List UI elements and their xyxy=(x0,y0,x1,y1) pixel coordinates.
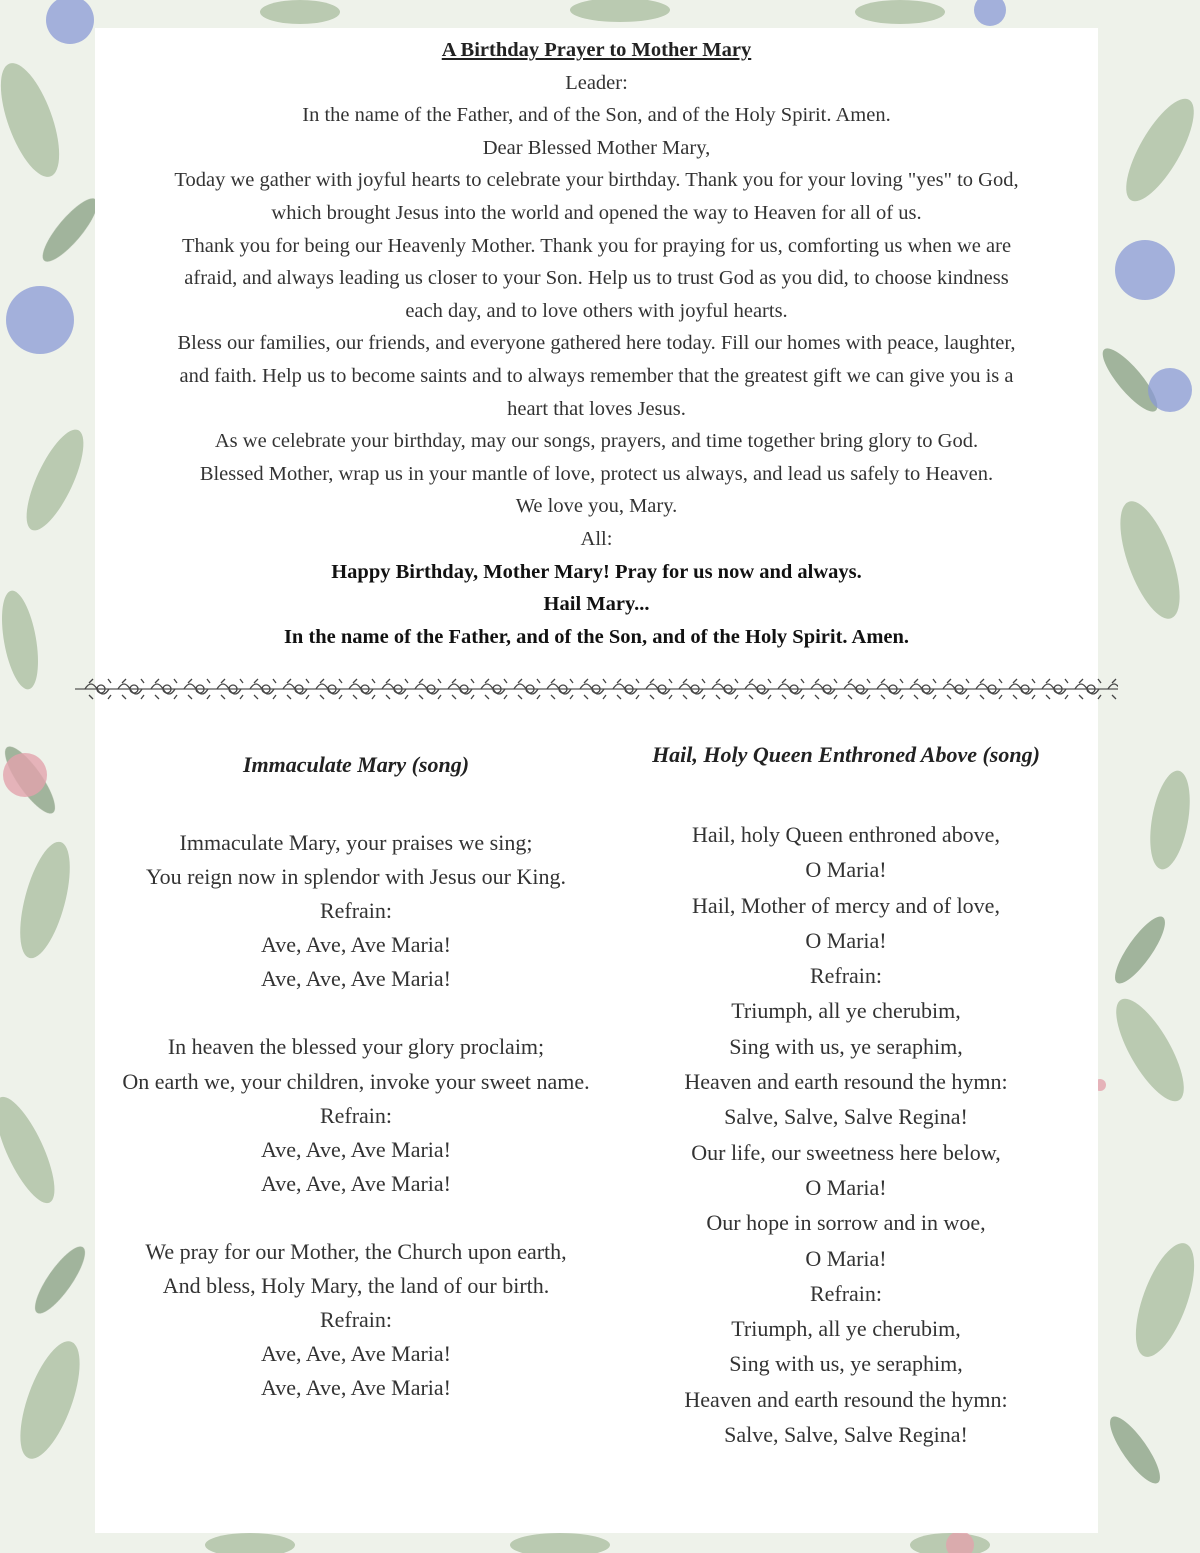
birthday-prayer xyxy=(95,34,1098,653)
closing-line: In the name of the Father, and of the Son, and of the Holy Spirit. Amen. xyxy=(283,625,910,648)
prayer-line: Today we gather with joyful hearts to celebrate your birthday. Thank you for your loving "yes" to God, xyxy=(174,169,1019,192)
lyric-line: And bless, Holy Mary, the land of our birth. xyxy=(162,1273,550,1299)
lyric-line: O Maria! xyxy=(805,857,887,883)
song-hail-holy-queen xyxy=(600,738,1092,1452)
verse-gap xyxy=(95,996,617,1030)
song-lyrics xyxy=(95,826,617,1405)
lyric-line: Salve, Salve, Salve Regina! xyxy=(724,1422,968,1448)
verse-gap xyxy=(95,1201,617,1235)
lyric-line: Ave, Ave, Ave Maria! xyxy=(261,1341,451,1367)
lyric-line: In heaven the blessed your glory proclaim; xyxy=(167,1034,545,1060)
lyric-line: Hail, Mother of mercy and of love, xyxy=(692,892,1000,918)
lyric-line: Refrain: xyxy=(319,1307,393,1333)
lyric-line: Triumph, all ye cherubim, xyxy=(731,998,961,1024)
lyric-line: Ave, Ave, Ave Maria! xyxy=(261,1375,451,1401)
lyric-line: O Maria! xyxy=(805,927,887,953)
prayer-line: Bless our families, our friends, and everyone gathered here today. Fill our homes with peace, laughter, xyxy=(177,332,1016,355)
salutation: Dear Blessed Mother Mary, xyxy=(482,136,711,159)
prayer-line: Thank you for being our Heavenly Mother. Thank you for praying for us, comforting us when we are xyxy=(181,234,1012,257)
leader-label: Leader: xyxy=(565,71,628,94)
lyric-line: Refrain: xyxy=(809,963,883,989)
lyric-line: Heaven and earth resound the hymn: xyxy=(684,1069,1008,1095)
lyric-line: Triumph, all ye cherubim, xyxy=(731,1316,961,1342)
lyric-line: Immaculate Mary, your praises we sing; xyxy=(179,830,533,855)
lyric-line: Ave, Ave, Ave Maria! xyxy=(261,1170,451,1196)
lyric-line: Refrain: xyxy=(319,898,393,924)
lyric-line: On earth we, your children, invoke your sweet name. xyxy=(122,1068,590,1094)
ornamental-divider xyxy=(75,675,1118,703)
prayer-title: A Birthday Prayer to Mother Mary xyxy=(441,39,752,61)
song-immaculate-mary xyxy=(95,748,617,1405)
content-page xyxy=(95,28,1098,1533)
prayer-line: which brought Jesus into the world and opened the way to Heaven for all of us. xyxy=(271,201,922,224)
prayer-line: Blessed Mother, wrap us in your mantle of love, protect us always, and lead us safely to Heaven. xyxy=(199,462,994,485)
hail-mary-line: Hail Mary... xyxy=(543,593,650,616)
prayer-line: each day, and to love others with joyful hearts. xyxy=(405,299,788,322)
prayer-line: and faith. Help us to become saints and to always remember that the greatest gift we can give you is a xyxy=(179,364,1014,387)
song-title: Immaculate Mary (song) xyxy=(242,752,470,777)
prayer-line: afraid, and always leading us closer to your Son. Help us to trust God as you did, to choose kindness xyxy=(184,267,1009,290)
lyric-line: Our hope in sorrow and in woe, xyxy=(706,1210,986,1236)
all-label: All: xyxy=(580,527,613,550)
lyric-line: Refrain: xyxy=(809,1280,883,1306)
lyric-line: O Maria! xyxy=(805,1174,887,1200)
lyric-line: We pray for our Mother, the Church upon earth, xyxy=(145,1238,567,1264)
lyric-line: Ave, Ave, Ave Maria! xyxy=(261,1136,451,1162)
lyric-line: Heaven and earth resound the hymn: xyxy=(684,1386,1008,1412)
lyric-line: Sing with us, ye seraphim, xyxy=(729,1351,963,1377)
lyric-line: Ave, Ave, Ave Maria! xyxy=(261,932,451,958)
prayer-line: As we celebrate your birthday, may our songs, prayers, and time together bring glory to God. xyxy=(214,430,979,453)
lyric-line: Our life, our sweetness here below, xyxy=(691,1139,1001,1165)
lyric-line: Refrain: xyxy=(319,1102,393,1128)
lyric-line: O Maria! xyxy=(805,1245,887,1271)
prayer-line: We love you, Mary. xyxy=(515,495,678,518)
lyric-line: You reign now in splendor with Jesus our King. xyxy=(145,864,567,890)
lyric-line: Salve, Salve, Salve Regina! xyxy=(724,1104,968,1130)
opening-line: In the name of the Father, and of the Son, and of the Holy Spirit. Amen. xyxy=(302,104,891,127)
song-title: Hail, Holy Queen Enthroned Above (song) xyxy=(652,742,1040,767)
response-line: Happy Birthday, Mother Mary! Pray for us now and always. xyxy=(331,560,862,583)
lyric-line: Ave, Ave, Ave Maria! xyxy=(261,966,451,992)
lyric-line: Hail, holy Queen enthroned above, xyxy=(692,822,1000,847)
lyric-line: Sing with us, ye seraphim, xyxy=(729,1033,963,1059)
song-lyrics xyxy=(600,817,1092,1452)
prayer-line: heart that loves Jesus. xyxy=(507,397,686,420)
